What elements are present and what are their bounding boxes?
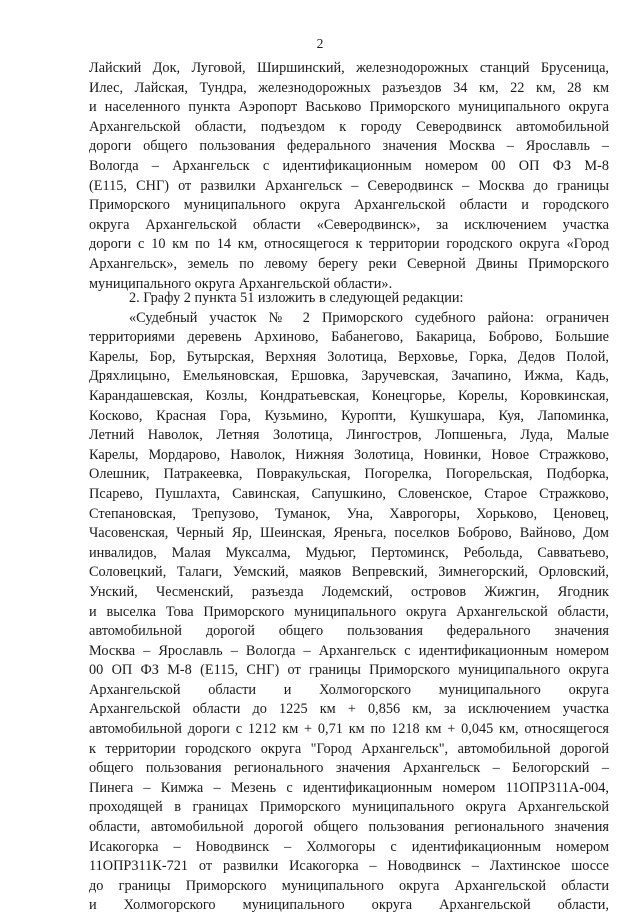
text-line: автомобильной дороги с 1212 км + 0,71 км по 1218 км + 0,045 км, относящегося: [89, 721, 609, 738]
text-line: Псарево, Пушлахта, Савинская, Сапушкино, Словенское, Старое Стражково,: [89, 485, 609, 502]
text-line: (Е115, СНГ) от развилки Архангельск – Северодвинск – Москва до границы: [89, 177, 609, 194]
text-line: Илес, Лайская, Тундра, железнодорожных разъездов 34 км, 22 км, 28 км: [89, 79, 609, 96]
text-line: муниципального округа Архангельской области».: [89, 275, 393, 292]
text-line: Москва – Ярославль – Вологда – Архангельск с идентификационным номером: [89, 642, 609, 659]
text-line: Архангельской области до 1225 км + 0,856 км, за исключением участка: [89, 701, 609, 718]
text-line: Часовенская, Черный Яр, Шеинская, Яреньга, поселков Боброво, Вайново, Дом: [89, 525, 609, 542]
page-number: 2: [316, 36, 324, 51]
paragraph-continuation: [89, 59, 609, 294]
text-line: Дряхлицыно, Емельяновская, Ершовка, Заручевская, Зачапино, Ижма, Кадь,: [89, 368, 609, 385]
text-line: Вологда – Архангельск с идентификационным номером 00 ОП ФЗ М-8: [89, 157, 609, 174]
text-line: Архангельской области, подъездом к городу Северодвинск автомобильной: [89, 118, 609, 135]
text-line: к территории городского округа "Город Архангельск", автомобильной дорогой: [89, 740, 609, 757]
text-line: общего пользования регионального значения Архангельск – Белогорский –: [89, 760, 609, 777]
text-line: Архангельской области и Холмогорского муниципального округа: [89, 681, 609, 698]
text-line: Архангельск», земель по левому берегу реки Северной Двины Приморского: [89, 255, 609, 272]
text-line: Соловецкий, Талаги, Уемский, маяков Вепревский, Зимнегорский, Орловский,: [89, 564, 609, 581]
text-line: 00 ОП ФЗ М-8 (Е115, СНГ) от границы Приморского муниципального округа: [89, 662, 609, 679]
text-line: Летний Наволок, Летняя Золотица, Лингостров, Лопшеньга, Луда, Малые: [89, 427, 609, 444]
text-line: Приморского муниципального округа Архангельской области и городского: [89, 197, 609, 214]
text-line: округа Архангельской области «Северодвинск», за исключением участка: [89, 216, 609, 233]
text-line: автомобильной дорогой общего пользования федерального значения: [89, 623, 609, 640]
text-line: территориями деревень Архиново, Бабанегово, Бакарица, Боброво, Большие: [89, 329, 609, 346]
text-line: Олешник, Патракеевка, Повракульская, Погорелка, Погорельская, Подборка,: [89, 466, 609, 483]
text-line: «Судебный участок № 2 Приморского судебного района: ограничен: [129, 309, 609, 326]
text-line: и выселка Това Приморского муниципального округа Архангельской области,: [89, 603, 609, 620]
text-line: 11ОПР311К-721 от развилки Исакогорка – Новодвинск – Лахтинское шоссе: [89, 858, 609, 875]
text-line: инвалидов, Малая Муксалма, Мудьюг, Пертоминск, Ребольда, Савватьево,: [89, 544, 609, 561]
text-line: Карандашевская, Козлы, Кондратьевская, Конецгорье, Корелы, Коровкинская,: [89, 387, 609, 404]
text-line: Карелы, Мордарово, Наволок, Нижняя Золотица, Новинки, Новое Стражково,: [89, 446, 609, 463]
text-line: Исакогорка – Новодвинск – Холмогоры с идентификационным номером: [89, 838, 609, 855]
text-line: дороги с 10 км по 14 км, относящегося к территории городского округа «Город: [89, 236, 609, 253]
text-line: дороги общего пользования федерального значения Москва – Ярославль –: [89, 138, 609, 155]
text-line: Унский, Чесменский, разъезда Лодемский, островов Жижгин, Ягодник: [89, 583, 609, 600]
text-line: до границы Приморского муниципального округа Архангельской области: [89, 877, 609, 894]
text-line: Степановская, Трепузово, Туманок, Уна, Хаврогоры, Хорьково, Ценовец,: [89, 505, 609, 522]
text-line: проходящей в границах Приморского муниципального округа Архангельской: [89, 799, 609, 816]
text-line: Лайский Док, Луговой, Ширшинский, железнодорожных станций Брусеница,: [89, 60, 609, 76]
text-line: и Холмогорского муниципального округа Архангельской области,: [89, 897, 609, 914]
text-line: и населенного пункта Аэропорт Васьково Приморского муниципального округа: [89, 99, 609, 116]
text-line: области, автомобильной дорогой общего пользования регионального значения: [89, 819, 609, 836]
text-line: Косково, Красная Гора, Кузьмино, Куропти, Кушкушара, Куя, Лапоминка,: [89, 407, 609, 424]
amendment-paragraph: [89, 289, 609, 916]
text-line: Карелы, Бор, Бутырская, Верхняя Золотица, Верховье, Горка, Дедов Полой,: [89, 348, 609, 365]
item-heading: 2. Графу 2 пункта 51 изложить в следующей редакции:: [129, 290, 464, 306]
text-line: Пинега – Кимжа – Мезень с идентификационным номером 11ОПР311А-004,: [89, 779, 609, 796]
